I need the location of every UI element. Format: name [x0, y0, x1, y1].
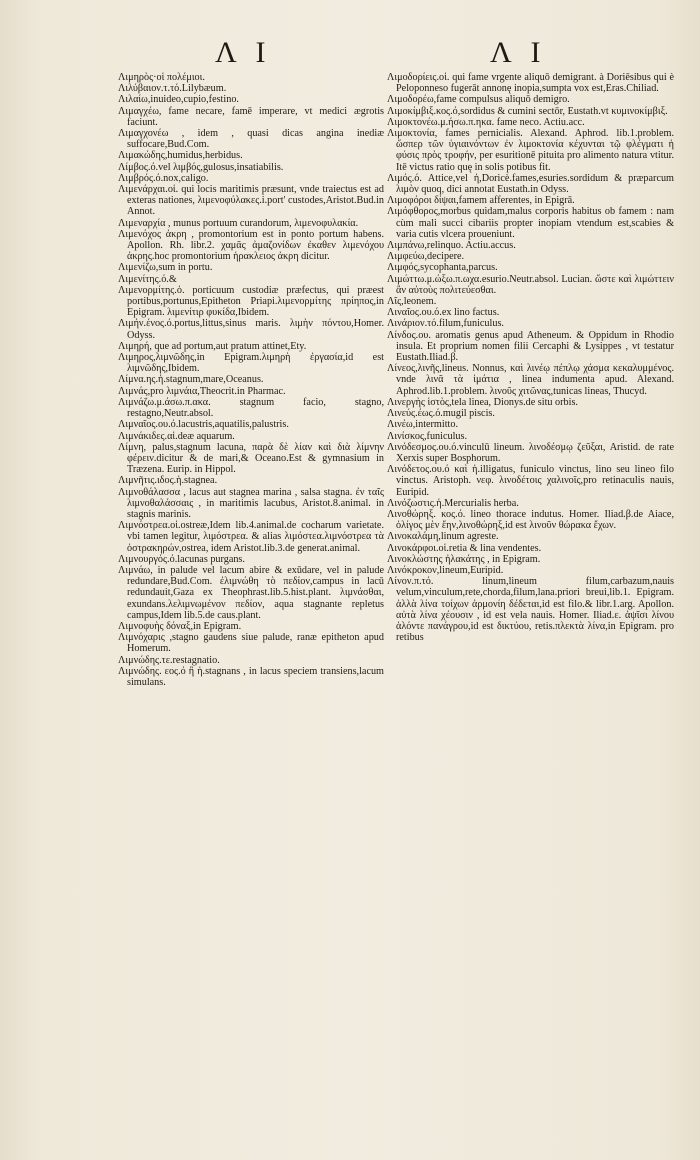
dictionary-entry: Λιμνάω, in palude vel lacum abire & exūdare, vel in palude redundare,Bud.Com. ἐλιμνώθη τὸ πεδίον,campus in lacū redundauit,Gaza ex Theophrast.lib.5.hist.plant. λιμνάσθαι, exundans.λελιμνωμένον πεδίον, aqua stagnante repletus campus,Idem lib.5.de caus.plant.: [118, 564, 384, 621]
dictionary-entry: Λιμαγχέω, fame necare, famē imperare, vt medici ægrotis faciunt.: [118, 105, 384, 128]
dictionary-entry: Λιμενόχος ἀκρη , promontorium est in ponto portum habens. Apollon. Rh. libr.2. χαμᾶς ἀμαζονίδων ἐκαθεν λιμενόχου ἀκρης.hoc promontorium ἡρακλειος ἀκρη dicitur.: [118, 228, 384, 263]
dictionary-entry: Λιμοκτονία, fames pernicialis. Alexand. Aphrod. lib.1.problem. ὥσπερ τῶν ὑγιαινόντων ἐν λιμοκτονία κέχυνται τῷ φλέγματι ἡ φύσις πρὸς τροφήν, per esuritionē pituita pro alimento natura vtitur. Itē victus ratio quę in solis potibus fit.: [387, 128, 674, 173]
dictionary-entry: Λιμνοθάλασσα , lacus aut stagnea marina , salsa stagna. ἐν ταῖς λιμνοθαλάσσαις , in maritimis lacubus, Aristot.8.animal. in stagnis marinis.: [118, 486, 384, 520]
dictionary-entry: Λινοκαλάμη,linum agreste.: [387, 531, 499, 543]
right-column: [387, 72, 674, 643]
dictionary-entry: Λιναῖος.ου.ό.ex lino factus.: [387, 307, 500, 319]
dictionary-entry: Λινόδετος.ου.ό καὶ ἡ.illigatus, funiculo vinctus, lino seu lineo filo vinctus. Aristoph. νεφ. λινοδέτοις χαλινοῖς,pro retinaculis nauis, Euripid.: [387, 464, 674, 498]
dictionary-entry: Λιμενάρχαι.οἱ. qui locis maritimis præsunt, vnde traiectus est ad exteras nationes, λιμενοφύλακες.i.port' custodes,Aristot.Bud.in Annot.: [118, 184, 384, 218]
dictionary-entry: Λιμνόχαρις ,stagno gaudens siue palude, ranæ epitheton apud Homerum.: [118, 632, 384, 655]
dictionary-entry: Λιμενίζω,sum in portu.: [118, 262, 213, 274]
dictionary-entry: Λιμοδορέω,fame compulsus aliquō demigro.: [387, 94, 570, 106]
dictionary-entry: Λίνεος,λινῆς,lineus. Nonnus, καὶ λινέῳ πέπλῳ χάσμα κεκαλυμμένος. vnde λινᾶ τὰ ἱμάτια , linea indumenta apud. Alexand. Aphrod.lib.1.problem. λινοῦς χιτῶνας,tunicas lineas, Thucyd.: [387, 363, 674, 397]
dictionary-entry: Λιμνάκιδες.αἱ.deæ aquarum.: [118, 430, 235, 442]
dictionary-entry: Λιμοφόροι δίψαι,famem afferentes, in Epigrā.: [387, 195, 575, 207]
dictionary-entry: Λιμόφθορος,morbus quidam,malus corporis habitus ob famem : nam cùm mali succi cibariis propter inopiam vtendum est,scabies & varia cutis vlcera proueniunt.: [387, 206, 674, 240]
dictionary-entry: Λινοθώρηξ. κος.ό. lineo thorace indutus. Homer. Iliad.β.de Aiace, ὀλίγος μὲν ἔην,λινοθώρηξ,id est λινοῦν θώρακα ἔχων.: [387, 508, 674, 532]
dictionary-entry: Λιμνῆτις.ιδος.ἡ.stagnea.: [118, 475, 218, 487]
dictionary-entry: Λιμηρος,λιμνῶδης,in Epigram.λιμηρὴ ἐργασία,id est λιμνῶδης,Ibidem.: [118, 352, 384, 375]
dictionary-entry: Λιμενορμίτης.ὁ. porticuum custodiæ præfectus, qui præest portibus,portunus,Epitheton Priapi.λιμενορμίτης πρίηπος,in Epigram. λιμενίτιρ φυκίδα,Ibidem.: [118, 284, 384, 319]
dictionary-entry: Λιλύβαιον.τ.τό.Lilybæum.: [118, 83, 227, 95]
dictionary-entry: Λιμοκίμβιξ.κος.ό,sordidus & cumini sectōr, Eustath.vt κυμινοκίμβιξ.: [387, 105, 668, 117]
dictionary-entry: Λινοκάρφοι.οἱ.retia & lina vendentes.: [387, 542, 542, 554]
dictionary-entry: Λινόδεσμος.ου.ό.vinculū lineum. λινοδέσμῳ ζεῦξαι, Aristid. de rate Xerxis super Bosphorum.: [387, 441, 674, 464]
dictionary-entry: Λινίσκος,funiculus.: [387, 430, 468, 442]
dictionary-entry: Λινοκλώστης ἠλακάτης , in Epigram.: [387, 553, 541, 565]
dictionary-entry: Λιμνώδης. εος.ό ἢ ἡ.stagnans , in lacus speciem transiens,lacum simulans.: [118, 665, 384, 688]
dictionary-entry: Λιμφός,sycophanta,parcus.: [387, 262, 498, 274]
dictionary-entry: Λιμεναρχία , munus portuum curandorum, λιμενοφυλακία.: [118, 217, 359, 229]
dictionary-entry: Λιμακώδης,humidus,herbidus.: [118, 150, 243, 162]
dictionary-entry: Λιμνάς,pro λιμνάια,Theocrit.in Pharmac.: [118, 385, 286, 397]
dictionary-entry: Λίνδος.ου. aromatis genus apud Atheneum. & Oppidum in Rhodio insula. Et proprium nomen filii Cercaphi & Lysippes , vt testatur Eustath.Iliad.β.: [387, 329, 674, 364]
dictionary-entry: Λιμήν.ένος.ό.portus,littus,sinus maris. λιμὴν πόντου,Homer. Odyss.: [118, 318, 384, 341]
dictionary-entry: Λιμενίτης.ό.&: [118, 273, 177, 285]
dictionary-entry: Λιμφεύω,decipere.: [387, 251, 465, 263]
dictionary-entry: Λιμηρὸς·οἱ πολέμιοι.: [118, 72, 205, 83]
dictionary-entry: Λίμνη, palus,stagnum lacuna, παρὰ δὲ λίαν καὶ διὰ λίμνην φέρειν.dicitur & de mari,& Oceano.Est & gymnasium in Træzena. Eurip. in Hippol.: [118, 441, 384, 476]
dictionary-entry: Λίνον.π.τό. linum,lineum filum,carbazum,nauis velum,vinculum,rete,chorda,filum,lana.priori breui,lib.1. Epigram. ἀλλὰ λίνα τοίχων ἀρμονίη δέδεται,id est filo.& libr.1.arg. Apollon. αὐτὰ λίνα χέουσιν , id est vela nauis. Homer. Iliad.ε. ἀψῖσι λίνου ἁλόντε πανάγρου,id est δικτύου, retis.πλεκτὰ λίνα,in Epigram. pro retibus: [387, 576, 674, 644]
dictionary-entry: Λινόζωστις.ἡ.Mercurialis herba.: [387, 497, 519, 509]
dictionary-entry: Λῖς,leonem.: [387, 296, 437, 308]
dictionary-entry: Λινάριον.τό.filum,funiculus.: [387, 318, 504, 330]
dictionary-entry: Λιμνόστρεα.οἱ.ostreæ,Idem lib.4.animal.de cocharum varietate. vbi tamen legitur, λιμόστρεα. & alias λιμόστεα.λιμνόστρεα τὰ ὀστρακηρών,ostrea, idem Aristot.lib.3.de generat.animal.: [118, 520, 384, 554]
right-running-head: Λ Ι: [490, 36, 547, 69]
left-running-head: Λ Ι: [215, 36, 272, 69]
dictionary-entry: Λιμνάζω.μ.άσω.π.ακα. stagnum facio, stagno, restagno,Neutr.absol.: [118, 396, 384, 420]
dictionary-entry: Λιμοκτονέω.μ.ήσω.π.ηκα. fame neco. Actiu.acc.: [387, 116, 585, 128]
dictionary-entry: Λινεύς.έως.ό.mugil piscis.: [387, 408, 495, 420]
dictionary-entry: Λιμοδορίεις.οἱ. qui fame vrgente aliquō demigrant. à Doriēsibus qui è Peloponneso fugerāt annonę inopia,sumpta vox est,Eras.Chiliad.: [387, 72, 674, 95]
left-column: [118, 72, 384, 688]
dictionary-entry: Λιμνοφυὴς δόναξ,in Epigram.: [118, 620, 242, 632]
dictionary-entry: Λιμαγχονέω , idem , quasi dicas angina inediæ suffocare,Bud.Com.: [118, 128, 384, 151]
dictionary-entry: Λίμνα.ης.ἡ.stagnum,mare,Oceanus.: [118, 374, 264, 386]
dictionary-entry: Λινεργὴς ἱστὸς,tela linea, Dionys.de situ orbis.: [387, 396, 578, 408]
dictionary-entry: Λιλαίω,inuideo,cupio,festino.: [118, 94, 239, 106]
dictionary-entry: Λιμός.ό. Attice,vel ἡ,Doricè.fames,esuries.sordidum & præparcum λιμὸν quoq, dici annotat Eustath.in Odyss.: [387, 172, 674, 196]
dictionary-entry: Λιμναῖος.ου.ό.lacustris,aquatilis,palustris.: [118, 419, 289, 431]
dictionary-entry: Λίμβος.ό.vel λιμβός,gulosus,insatiabilis.: [118, 161, 284, 173]
dictionary-entry: Λιμώττω.μ.ώξω.π.ωχα.esurio.Neutr.absol. Lucian. ὥστε καὶ λιμώττειν ἂν αὐτοὺς πολιτεύεσθαι.: [387, 273, 674, 296]
dictionary-entry: Λιμνώδης.τε.restagnatio.: [118, 654, 220, 666]
dictionary-entry: Λιμνουργός.ό.lacunas purgans.: [118, 553, 245, 565]
dictionary-entry: Λιμπάνω,relinquo. Actiu.accus.: [387, 240, 516, 252]
dictionary-entry: Λιμβρός.ό.nox,caligo.: [118, 172, 209, 184]
dictionary-entry: Λιμηρή, que ad portum,aut pratum attinet,Ety.: [118, 340, 307, 352]
dictionary-entry: Λινόκροκον,lineum,Euripid.: [387, 564, 504, 576]
dictionary-entry: Λινέω,intermitto.: [387, 419, 458, 431]
